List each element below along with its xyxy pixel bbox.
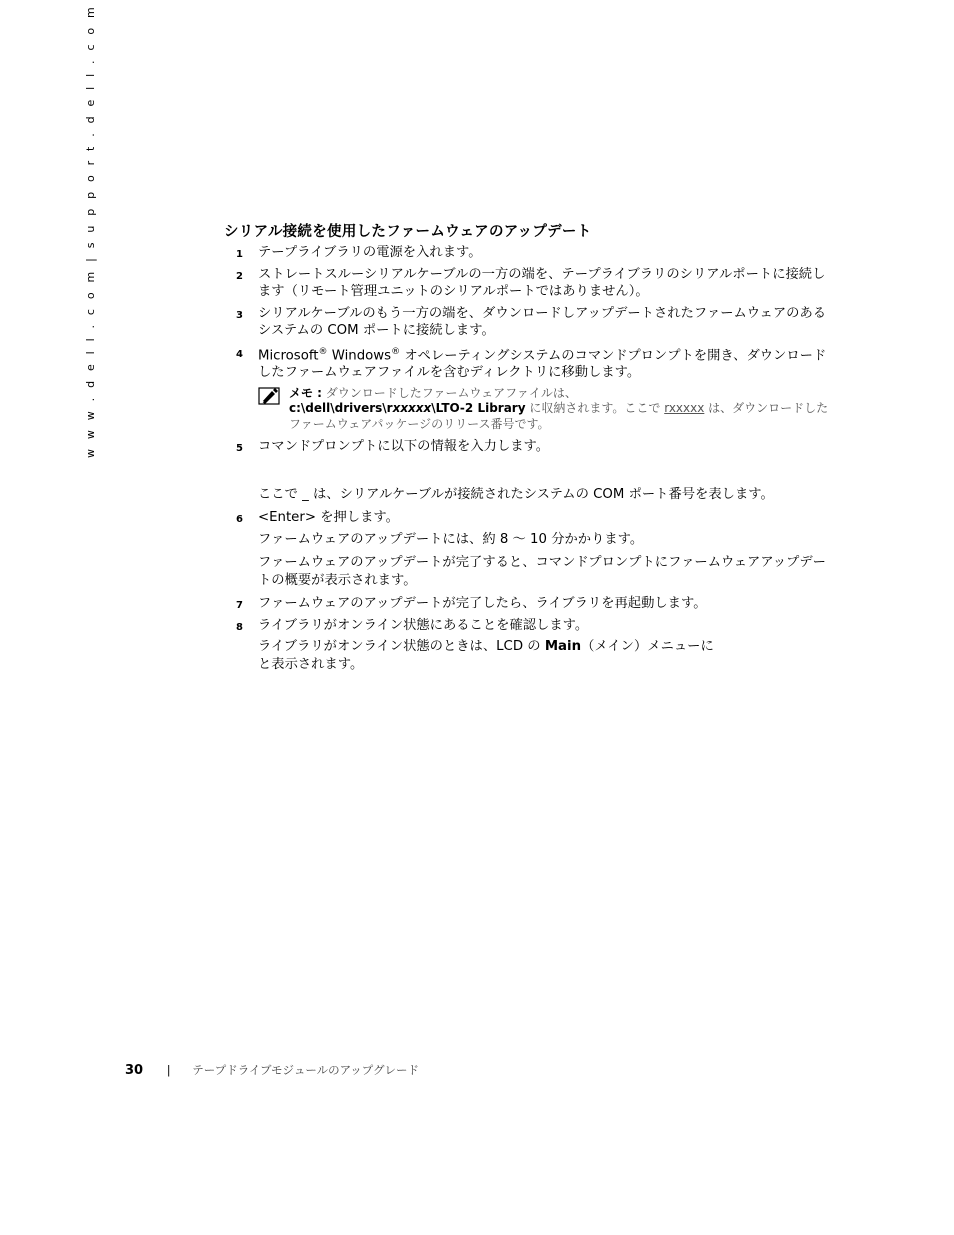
- main-menu-label: Main: [544, 639, 582, 655]
- online-text-d: と表示されます。: [258, 656, 364, 672]
- page-number: 30: [125, 1063, 144, 1078]
- section-title: シリアル接続を使用したファームウェアのアップデート: [224, 224, 592, 240]
- step-text: <Enter> を押します。: [258, 510, 399, 526]
- online-text-a: ライブラリがオンライン状態のときは、LCD の: [258, 639, 545, 655]
- note-text-1: ダウンロードしたファームウェアファイルは、: [321, 385, 577, 400]
- footer-separator: |: [166, 1063, 171, 1077]
- note-text-3: は、ダウンロードしたファームウェアパッケージのリリース番号です。: [289, 401, 829, 431]
- step-text-a: Microsoft: [258, 347, 319, 363]
- note-pencil-icon: [258, 387, 280, 405]
- note-text-2: に収納されます。ここで: [525, 401, 665, 416]
- update-summary-paragraph: ファームウェアのアップデートが完了すると、コマンドプロンプトにファームウェアアップデートの概要が表示されます。: [258, 555, 826, 588]
- step-text: シリアルケーブルのもう一方の端を、ダウンロードしアップデートされたファームウェアのあるシステムの COM ポートに接続します。: [258, 305, 827, 338]
- note-variable: rxxxxx: [664, 401, 705, 416]
- step-number: 7: [236, 600, 243, 612]
- step-6: [236, 509, 836, 527]
- update-time-paragraph: ファームウェアのアップデートには、約 8 〜 10 分かかります。: [258, 531, 644, 547]
- registered-mark: ®: [318, 346, 328, 357]
- step-2: [236, 266, 836, 301]
- step-number: 1: [236, 249, 243, 260]
- step-7: [236, 595, 836, 613]
- step-1: [236, 244, 836, 262]
- note-block: [236, 386, 836, 433]
- step-text: テープライブラリの電源を入れます。: [258, 245, 482, 260]
- step-text: ファームウェアのアップデートが完了したら、ライブラリを再起動します。: [258, 596, 707, 612]
- step-text-c: オペレーティングシステムのコマンドプロンプトを開き、ダウンロードしたファームウェアファイルを含むディレクトリに移動します。: [258, 347, 827, 381]
- step-number: 2: [236, 270, 243, 282]
- note-path-a: c:\dell\drivers\r: [289, 401, 393, 416]
- step-number: 6: [236, 514, 243, 526]
- online-status-paragraph: [236, 638, 836, 673]
- step-3: [236, 305, 836, 340]
- registered-mark: ®: [391, 346, 401, 357]
- step-number: 3: [236, 309, 243, 321]
- note-path-b: xxxxx: [392, 401, 432, 416]
- side-url: w w w . d e l l . c o m | s u p p o r t . d e l l . c o m: [84, 4, 97, 458]
- com-port-paragraph: ここで _ は、シリアルケーブルが接続されたシステムの COM ポート番号を表します。: [258, 486, 774, 502]
- page-footer: [125, 1062, 419, 1078]
- step-number: 4: [236, 348, 243, 360]
- note-path-c: \LTO-2 Library: [431, 401, 526, 416]
- step-number: 8: [236, 621, 243, 633]
- step-number: 5: [236, 443, 243, 455]
- footer-title: テープドライブモジュールのアップグレード: [192, 1063, 419, 1077]
- step-4: [236, 344, 836, 382]
- step-text: コマンドプロンプトに以下の情報を入力します。: [258, 439, 550, 455]
- steps-list: [236, 244, 836, 679]
- step-5: [236, 438, 836, 456]
- step-text: ストレートスルーシリアルケーブルの一方の端を、テープライブラリのシリアルポートに接続します（リモート管理ユニットのシリアルポートではありません）。: [258, 266, 826, 299]
- step-text-b: Windows: [327, 347, 392, 363]
- online-text-c: （メイン）メニューに: [581, 639, 714, 655]
- note-label: メモ :: [289, 385, 322, 400]
- step-text: ライブラリがオンライン状態にあることを確認します。: [258, 617, 589, 633]
- step-8: [236, 617, 836, 635]
